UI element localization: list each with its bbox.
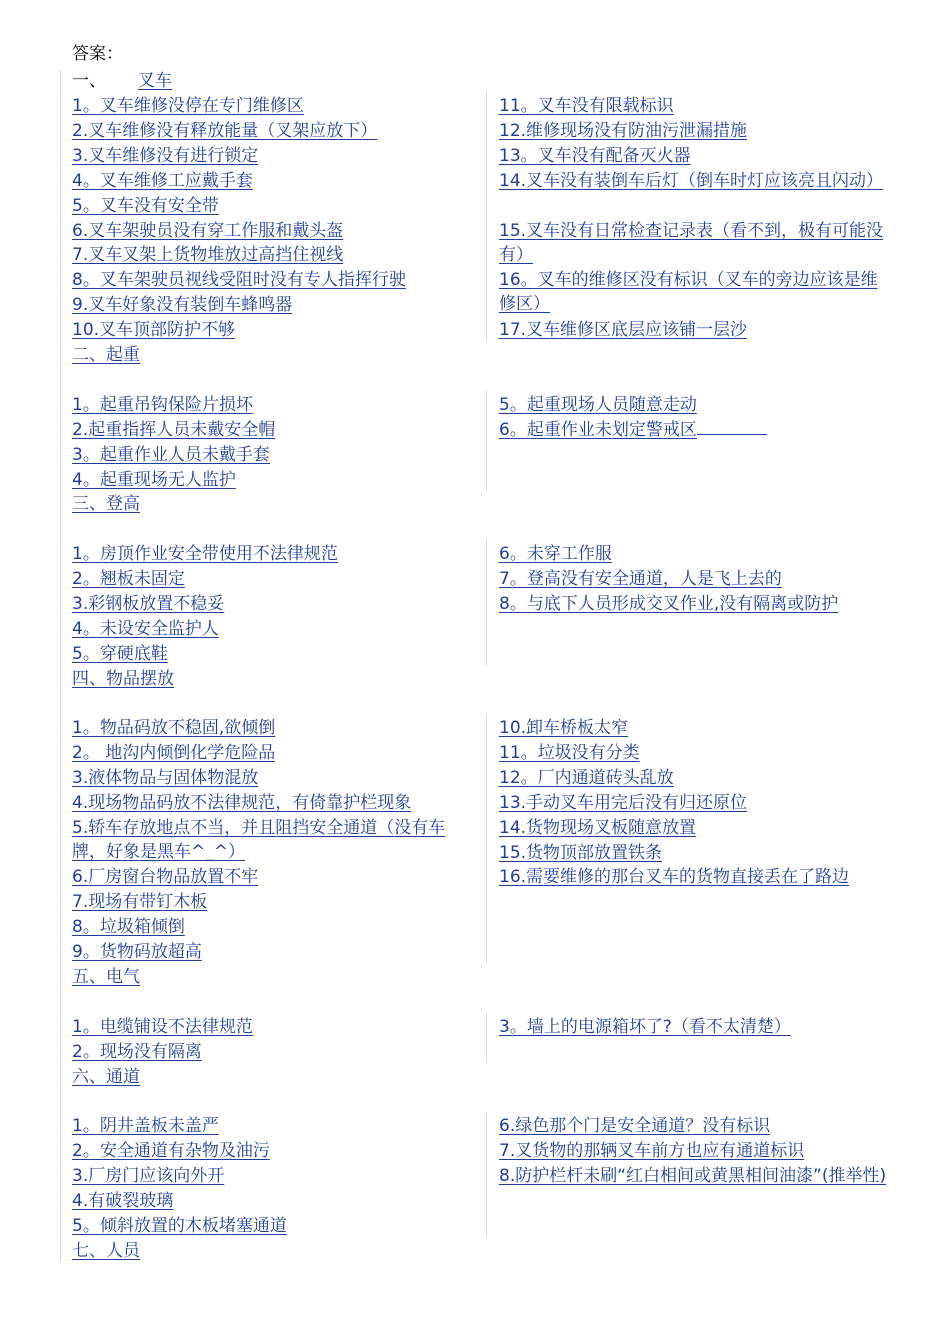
list-item: 1。起重吊钩保险片损坏 <box>72 395 253 415</box>
list-item: 6.厂房窗台物品放置不牢 <box>72 867 259 888</box>
column-divider <box>486 540 487 665</box>
list-item: 12.维修现场没有防油污泄漏措施 <box>499 120 748 141</box>
list-item: 13.手动叉车用完后没有归还原位 <box>499 792 748 813</box>
answer-title: 答案： <box>72 44 123 64</box>
list-item: 2。安全通道有杂物及油污 <box>72 1140 270 1161</box>
column-divider <box>486 714 487 963</box>
column-divider <box>486 92 487 341</box>
list-item: 4。未设安全监护人 <box>72 618 219 639</box>
list-item: 3.叉车维修没有进行锁定 <box>72 145 259 166</box>
list-item: 3.彩钢板放置不稳妥 <box>72 593 225 614</box>
list-item: 16。叉车的维修区没有标识（叉车的旁边应该是维修区） <box>499 270 878 315</box>
list-item: 2.起重指挥人员未戴安全帽 <box>72 419 276 440</box>
list-item: 14.叉车没有装倒车后灯（倒车时灯应该亮且闪动） <box>499 170 884 191</box>
list-item: 7。登高没有安全通道，人是飞上去的 <box>499 568 782 589</box>
section-number: 一、 <box>72 71 106 91</box>
list-item: 11。叉车没有限载标识 <box>499 96 674 116</box>
column-divider <box>486 1112 487 1237</box>
list-item: 7.叉货物的那辆叉车前方也应有通道标识 <box>499 1140 805 1161</box>
list-item: 5。穿硬底鞋 <box>72 643 168 664</box>
list-item: 3.厂房门应该向外开 <box>72 1165 225 1186</box>
list-item: 1。物品码放不稳固,欲倾倒 <box>72 718 276 738</box>
list-item: 5。叉车没有安全带 <box>72 195 219 216</box>
list-item: 4。起重现场无人监护 <box>72 469 236 490</box>
list-item: 7.叉车叉架上货物堆放过高挡住视线 <box>72 245 344 266</box>
section-heading: 三、登高 <box>72 494 140 514</box>
list-item: 9。货物码放超高 <box>72 942 202 963</box>
left-margin-rule <box>60 70 61 1262</box>
section-heading: 五、电气 <box>72 967 140 987</box>
list-item: 2。现场没有隔离 <box>72 1041 202 1062</box>
list-item: 5。倾斜放置的木板堵塞通道 <box>72 1215 287 1236</box>
column-divider <box>486 391 487 491</box>
list-item: 1。房顶作业安全带使用不法律规范 <box>72 544 338 564</box>
section-heading <box>72 69 472 93</box>
list-item: 5.轿车存放地点不当，并且阻挡安全通道（没有车牌，好象是黑车^_^） <box>72 817 446 862</box>
section-title: 叉车 <box>138 71 172 91</box>
list-item: 8。垃圾箱倾倒 <box>72 917 185 938</box>
list-item: 15.叉车没有日常检查记录表（看不到，极有可能没有） <box>499 220 884 265</box>
list-item: 8。叉车架驶员视线受阻时没有专人指挥行驶 <box>72 270 406 291</box>
list-item: 14.货物现场叉板随意放置 <box>499 817 697 838</box>
list-item: 3.液体物品与固体物混放 <box>72 767 259 788</box>
list-item: 3。起重作业人员未戴手套 <box>72 444 270 465</box>
list-item: 6.绿色那个门是安全通道？没有标识 <box>499 1116 771 1136</box>
list-item: 4。叉车维修工应戴手套 <box>72 170 253 191</box>
list-item: 5。起重现场人员随意走动 <box>499 395 697 415</box>
list-item: 1。电缆铺设不法律规范 <box>72 1017 253 1037</box>
list-item: 4.现场物品码放不法律规范，有倚靠护栏现象 <box>72 792 412 813</box>
list-item: 1。叉车维修没停在专门维修区 <box>72 96 304 116</box>
list-item: 2。翘板未固定 <box>72 568 185 589</box>
list-item: 1。阴井盖板未盖严 <box>72 1116 219 1136</box>
list-item: 10.卸车桥板太窄 <box>499 718 629 738</box>
list-item: 6。起重作业未划定警戒区 <box>499 418 894 442</box>
section-heading: 四、物品摆放 <box>72 669 174 689</box>
list-item: 8.防护栏杆未刷“红白相间或黄黑相间油漆”(推举性) <box>499 1165 887 1186</box>
list-item: 16.需要维修的那台叉车的货物直接丢在了路边 <box>499 867 850 888</box>
column-divider <box>486 1013 487 1063</box>
list-item: 6.叉车架驶员没有穿工作服和戴头盔 <box>72 220 344 241</box>
list-item: 17.叉车维修区底层应该铺一层沙 <box>499 320 748 341</box>
list-item: 2.叉车维修没有释放能量（叉架应放下） <box>72 120 378 141</box>
list-item: 3。墙上的电源箱坏了?（看不太清楚） <box>499 1017 791 1037</box>
section-heading: 七、人员 <box>72 1241 140 1261</box>
list-item: 2。 地沟内倾倒化学危险品 <box>72 742 276 763</box>
list-item: 7.现场有带钉木板 <box>72 892 208 913</box>
list-item: 12。厂内通道砖头乱放 <box>499 767 674 788</box>
list-item: 11。垃圾没有分类 <box>499 742 640 763</box>
list-item: 13。叉车没有配备灭火器 <box>499 145 691 166</box>
blank-underline <box>697 419 767 435</box>
list-item: 15.货物顶部放置铁条 <box>499 842 663 863</box>
section-heading: 六、通道 <box>72 1067 140 1087</box>
section-heading: 二、起重 <box>72 345 140 365</box>
list-item: 4.有破裂玻璃 <box>72 1190 174 1211</box>
list-item: 9.叉车好象没有装倒车蜂鸣器 <box>72 295 293 316</box>
list-item: 10.叉车顶部防护不够 <box>72 320 236 341</box>
list-item: 8。与底下人员形成交叉作业,没有隔离或防护 <box>499 593 839 614</box>
list-item: 6。未穿工作服 <box>499 544 612 564</box>
